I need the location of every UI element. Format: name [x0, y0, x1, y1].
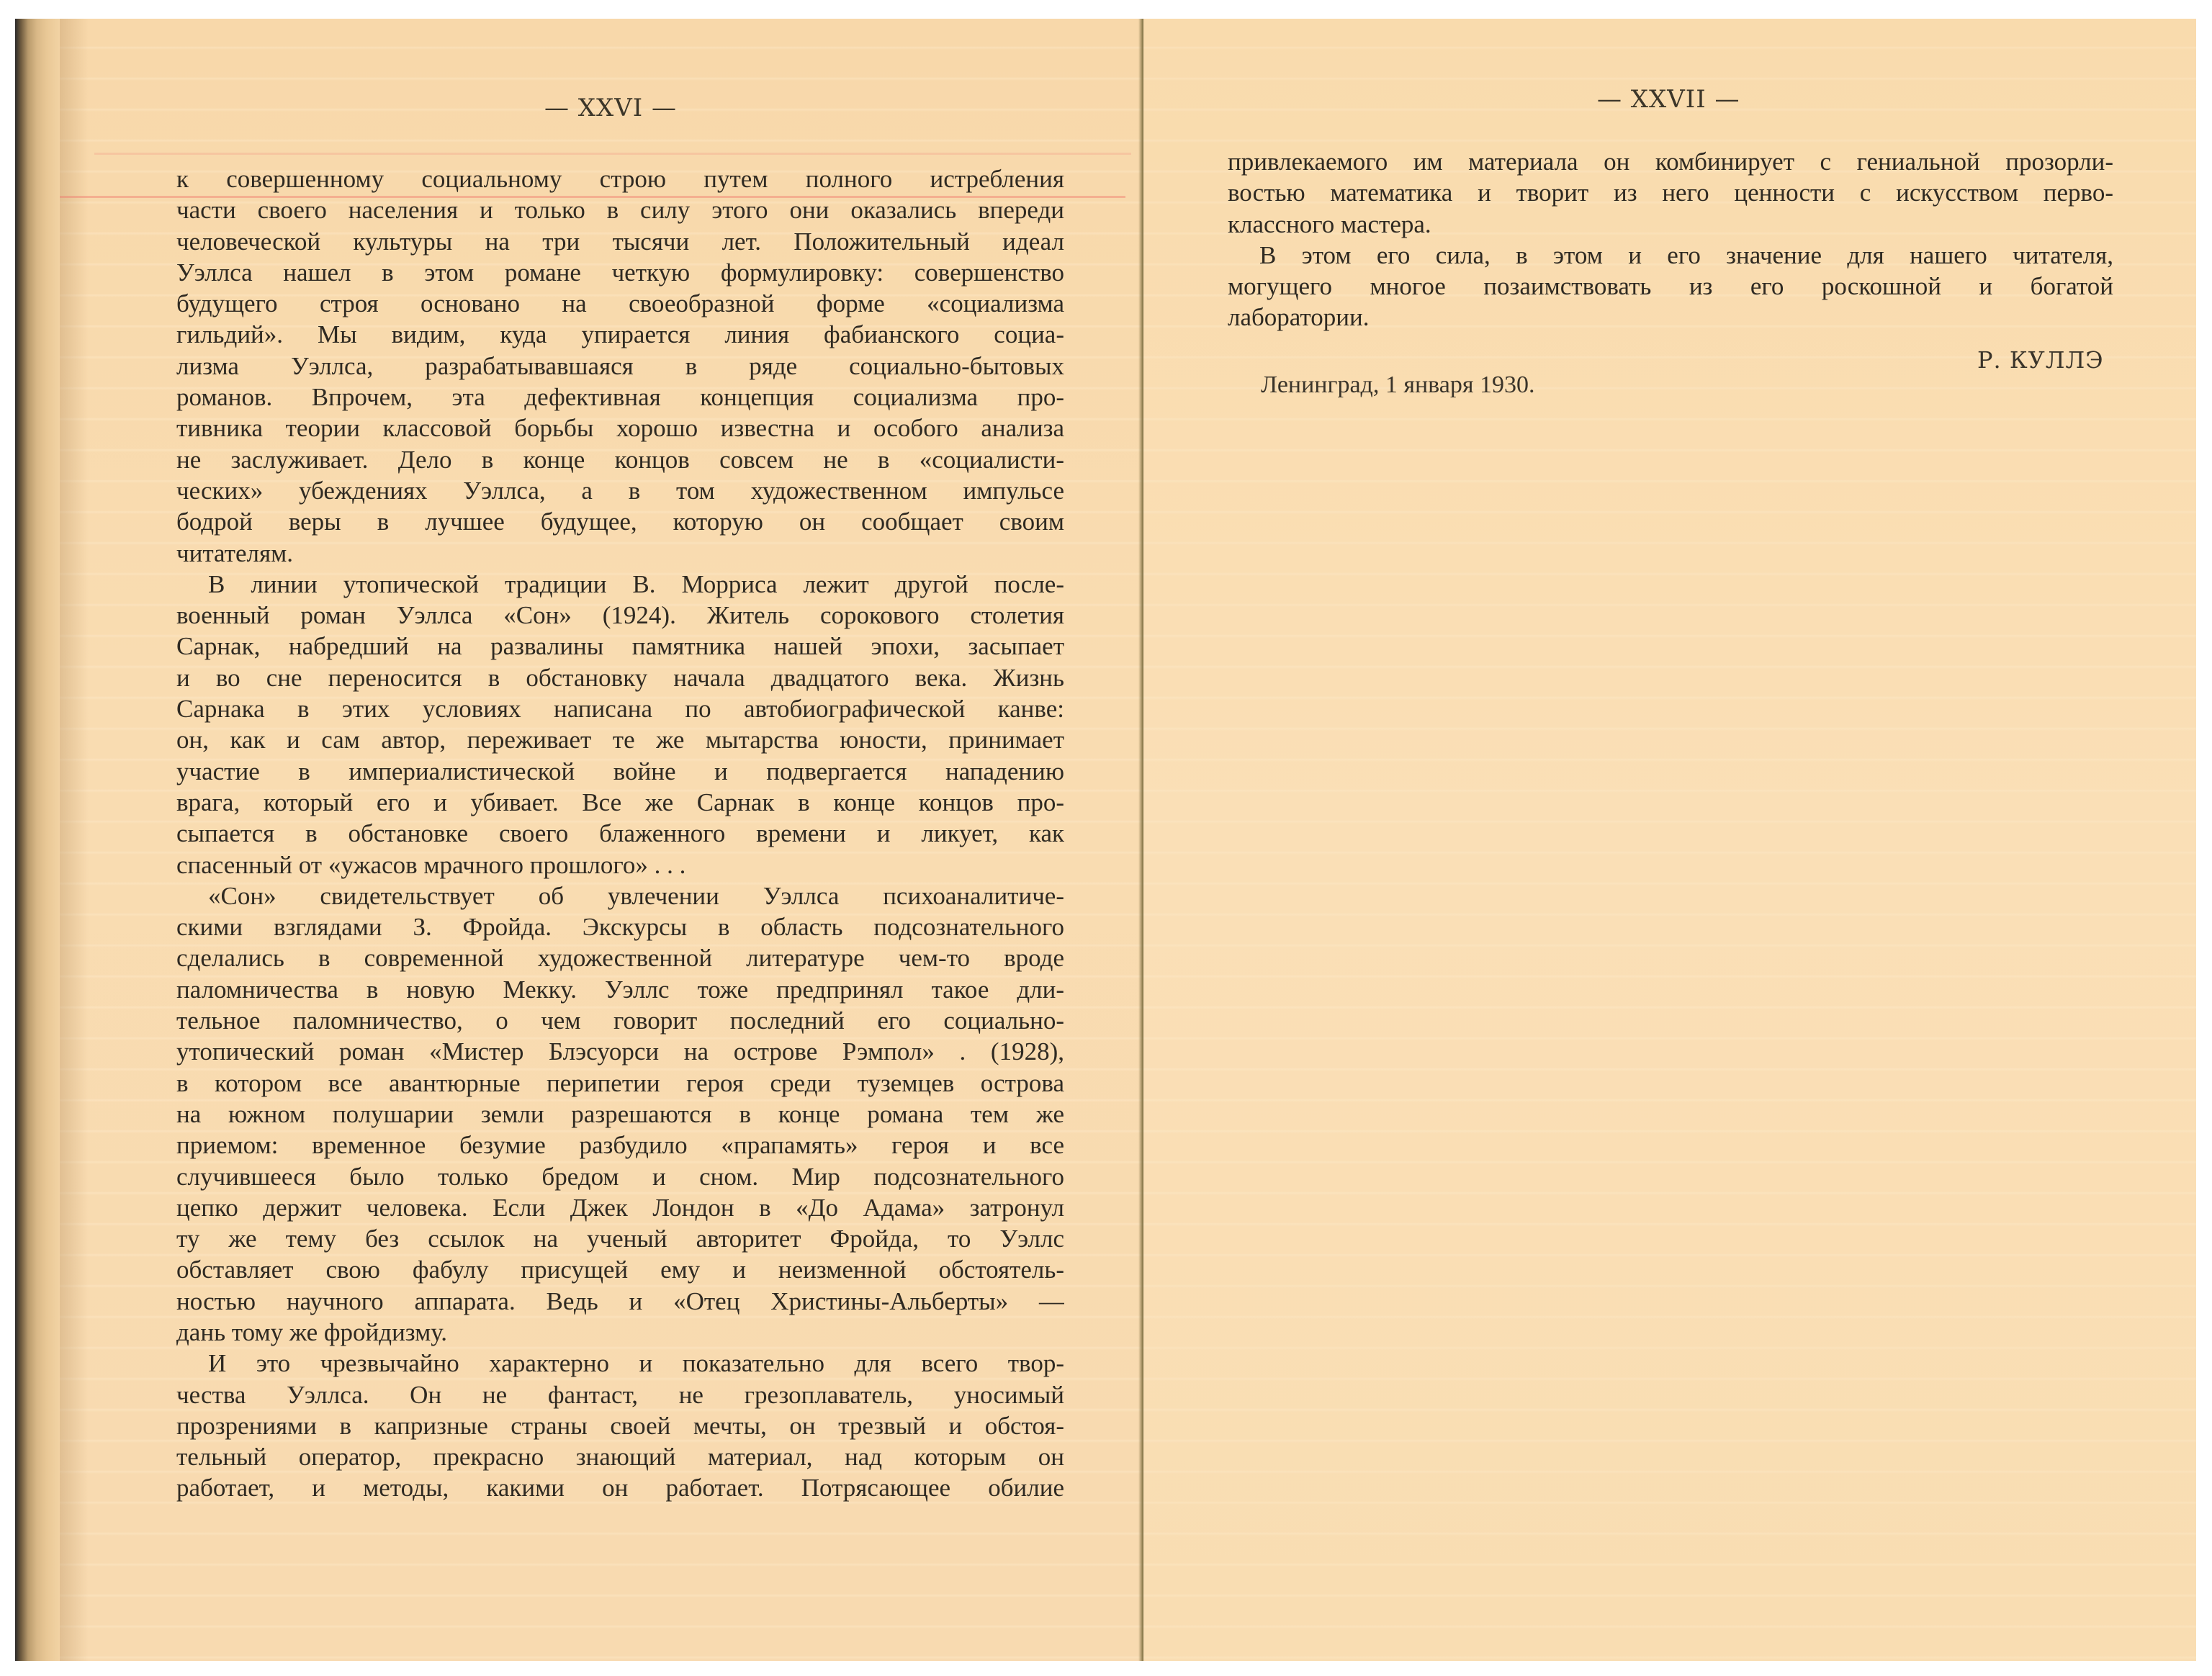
text-line: к совершенному социальному строю путем полного истребления: [176, 165, 1064, 193]
text-line: тельное паломничество, о чем говорит последний его социально-: [176, 1006, 1064, 1035]
text-line: бодрой веры в лучшее будущее, которую он сообщает своим: [176, 508, 1064, 536]
book-binding-edge: [15, 19, 60, 1661]
left-page-text: [176, 163, 1064, 1504]
text-line: дань тому же фройдизму.: [176, 1317, 448, 1346]
text-line: на южном полушарии земли разрешаются в конце романа тем же: [176, 1099, 1064, 1128]
page-number-left: — XXVI —: [544, 94, 678, 122]
text-line: паломничества в новую Мекку. Уэллс тоже предпринял такое дли-: [176, 975, 1064, 1004]
text-line: ностью научного аппарата. Ведь и «Отец Христины-Альберты» —: [176, 1287, 1064, 1315]
text-line: обставляет свою фабулу присущей ему и неизменной обстоятель-: [176, 1256, 1064, 1284]
text-line: романов. Впрочем, эта дефективная концепция социализма про-: [176, 383, 1064, 412]
text-line: он, как и сам автор, переживает те же мытарства юности, принимает: [176, 726, 1064, 754]
text-line: востью математика и творит из него ценности с искусством перво-: [1228, 179, 2113, 207]
right-page-text: [1228, 146, 2113, 333]
text-line: цепко держит человека. Если Джек Лондон в «До Адама» затронул: [176, 1193, 1064, 1222]
text-line: тивника теории классовой борьбы хорошо известна и особого анализа: [176, 414, 1064, 443]
text-line: лаборатории.: [1228, 303, 1370, 332]
text-line: гильдий». Мы видим, куда упирается линия фабианского социа-: [176, 320, 1064, 349]
binding-shadow: [60, 19, 89, 1661]
text-line: сделались в современной художественной литературе чем-то вроде: [176, 944, 1064, 973]
author-signature: Р. КУЛЛЭ: [1977, 346, 2104, 374]
text-line: случившееся было только бредом и сном. Мир подсознательного: [176, 1162, 1064, 1191]
text-line: Уэллса нашел в этом романе четкую формулировку: совершенство: [176, 258, 1064, 287]
text-line: сыпается в обстановке своего блаженного времени и ликует, как: [176, 819, 1064, 848]
text-line: читателям.: [176, 539, 293, 567]
right-page: [1143, 19, 2196, 1661]
text-line: работает, и методы, какими он работает. Потрясающее обилие: [176, 1474, 1064, 1502]
text-line: не заслуживает. Дело в конце концов совсем не в «социалисти-: [176, 445, 1064, 474]
text-line: чества Уэллса. Он не фантаст, не грезоплаватель, уносимый: [176, 1380, 1064, 1409]
text-line: и во сне переносится в обстановку начала двадцатого века. Жизнь: [176, 663, 1064, 692]
page-number-right: — XXVII —: [1597, 85, 1740, 114]
text-line: будущего строя основано на своеобразной форме «социализма: [176, 289, 1064, 318]
text-line: ческих» убеждениях Уэллса, а в том художественном импульсе: [176, 476, 1064, 505]
text-line: ту же тему без ссылок на ученый авторитет Фройда, то Уэллс: [176, 1225, 1064, 1253]
text-line: И это чрезвычайно характерно и показательно для всего твор-: [208, 1349, 1064, 1378]
text-line: Сарнака в этих условиях написана по автобиографической канве:: [176, 695, 1064, 724]
left-page: [15, 19, 1143, 1661]
text-line: спасенный от «ужасов мрачного прошлого» . . .: [176, 850, 686, 879]
text-line: участие в империалистической войне и подвергается нападению: [176, 757, 1064, 785]
text-line: части своего населения и только в силу этого они оказались впереди: [176, 196, 1064, 225]
text-line: классного мастера.: [1228, 210, 1431, 238]
text-line: В этом его сила, в этом и его значение для нашего читателя,: [1259, 240, 2113, 269]
text-line: лизма Уэллса, разрабатывавшаяся в ряде социально-бытовых: [176, 351, 1064, 380]
book-scan: [15, 19, 2196, 1661]
place-date-line: Ленинград, 1 января 1930.: [1261, 371, 1535, 398]
text-line: скими взглядами З. Фройда. Экскурсы в область подсознательного: [176, 913, 1064, 942]
text-line: в котором все авантюрные перипетии героя среди туземцев острова: [176, 1068, 1064, 1097]
text-line: Сарнак, набредший на развалины памятника нашей эпохи, засыпает: [176, 632, 1064, 661]
text-line: тельный оператор, прекрасно знающий материал, над которым он: [176, 1443, 1064, 1472]
text-line: В линии утопической традиции В. Морриса лежит другой после-: [208, 569, 1064, 598]
text-line: «Сон» свидетельствует об увлечении Уэллса психоаналитиче-: [208, 881, 1064, 910]
text-line: военный роман Уэллса «Сон» (1924). Житель сорокового столетия: [176, 601, 1064, 630]
scan-artifact-line: [94, 153, 1131, 155]
text-line: могущего многое позаимствовать из его роскошной и богатой: [1228, 272, 2113, 301]
text-line: утопический роман «Мистер Блэсуорси на острове Рэмпол» . (1928),: [176, 1037, 1064, 1066]
text-line: привлекаемого им материала он комбинирует с гениальной прозорли-: [1228, 148, 2113, 176]
text-line: приемом: временное безумие разбудило «прапамять» героя и все: [176, 1131, 1064, 1160]
text-line: прозрениями в капризные страны своей мечты, он трезвый и обстоя-: [176, 1411, 1064, 1440]
text-line: человеческой культуры на три тысячи лет. Положительный идеал: [176, 227, 1064, 256]
text-line: врага, который его и убивает. Все же Сарнак в конце концов про-: [176, 788, 1064, 816]
